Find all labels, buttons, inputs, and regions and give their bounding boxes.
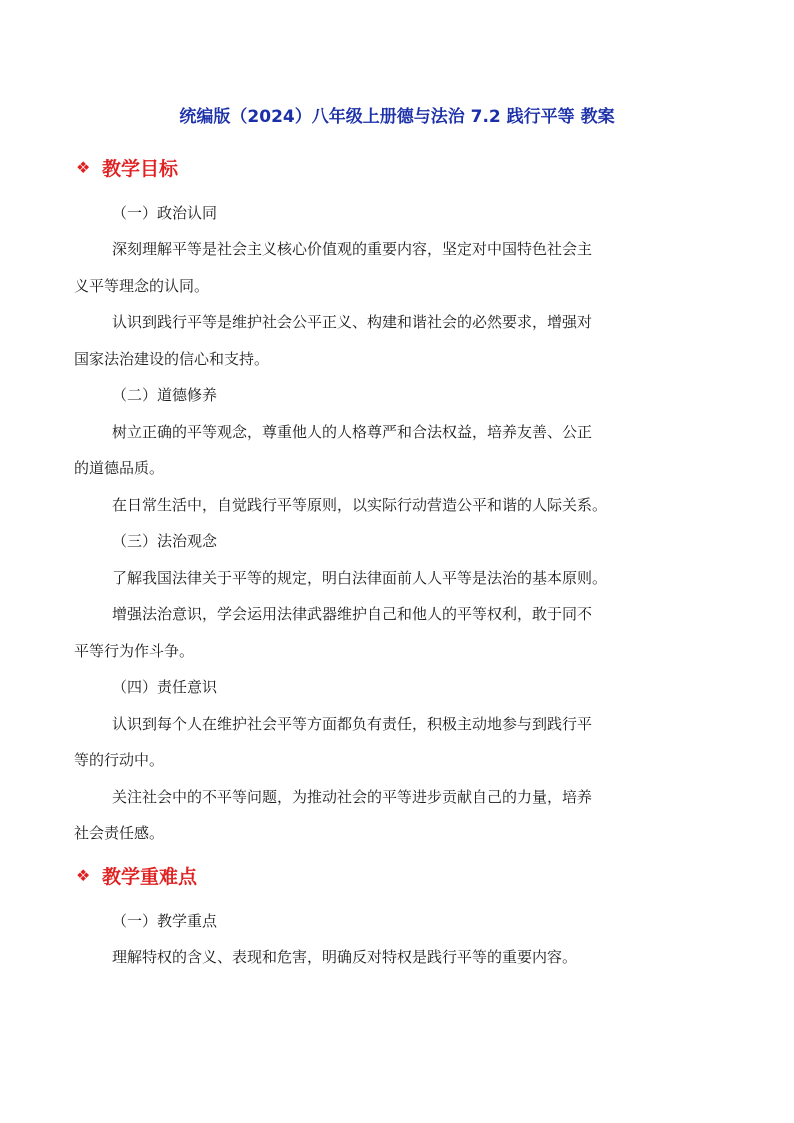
section-heading-label: 教学目标 (102, 158, 179, 180)
paragraph-line: 国家法治建设的信心和支持。 (74, 350, 270, 368)
paragraph-line: 的道德品质。 (74, 459, 165, 477)
subsection-label: （三）法治观念 (112, 532, 218, 550)
subsection-label: （一）教学重点 (112, 912, 218, 930)
section-heading-key-difficult-points (76, 862, 197, 889)
subsection-label: （二）道德修养 (112, 386, 218, 404)
paragraph-line: 树立正确的平等观念，尊重他人的人格尊严和合法权益，培养友善、公正 (112, 423, 593, 441)
section-heading-teaching-goals (76, 154, 178, 181)
subsection-label: （一）政治认同 (112, 204, 218, 222)
subsection-label: （四）责任意识 (112, 678, 218, 696)
paragraph-line: 等的行动中。 (74, 751, 165, 769)
paragraph-line: 深刻理解平等是社会主义核心价值观的重要内容，坚定对中国特色社会主 (112, 240, 593, 258)
diamond-bullet-icon: ❖ (76, 865, 91, 885)
paragraph-line: 了解我国法律关于平等的规定，明白法律面前人人平等是法治的基本原则。 (112, 569, 608, 587)
paragraph-line: 认识到每个人在维护社会平等方面都负有责任，积极主动地参与到践行平 (112, 715, 593, 733)
paragraph-line: 社会责任感。 (74, 824, 165, 842)
paragraph-line: 增强法治意识，学会运用法律武器维护自己和他人的平等权利，敢于同不 (112, 605, 593, 623)
paragraph-line: 关注社会中的不平等问题，为推动社会的平等进步贡献自己的力量，培养 (112, 788, 593, 806)
paragraph-line: 平等行为作斗争。 (74, 642, 195, 660)
paragraph-line: 认识到践行平等是维护社会公平正义、构建和谐社会的必然要求，增强对 (112, 313, 593, 331)
paragraph-line: 理解特权的含义、表现和危害，明确反对特权是践行平等的重要内容。 (112, 948, 578, 966)
paragraph-line: 在日常生活中，自觉践行平等原则，以实际行动营造公平和谐的人际关系。 (112, 496, 608, 514)
paragraph-line: 义平等理念的认同。 (74, 277, 210, 295)
section-heading-label: 教学重难点 (102, 866, 198, 888)
diamond-bullet-icon: ❖ (76, 157, 91, 177)
document-title: 统编版（2024）八年级上册德与法治 7.2 践行平等 教案 (179, 107, 615, 127)
